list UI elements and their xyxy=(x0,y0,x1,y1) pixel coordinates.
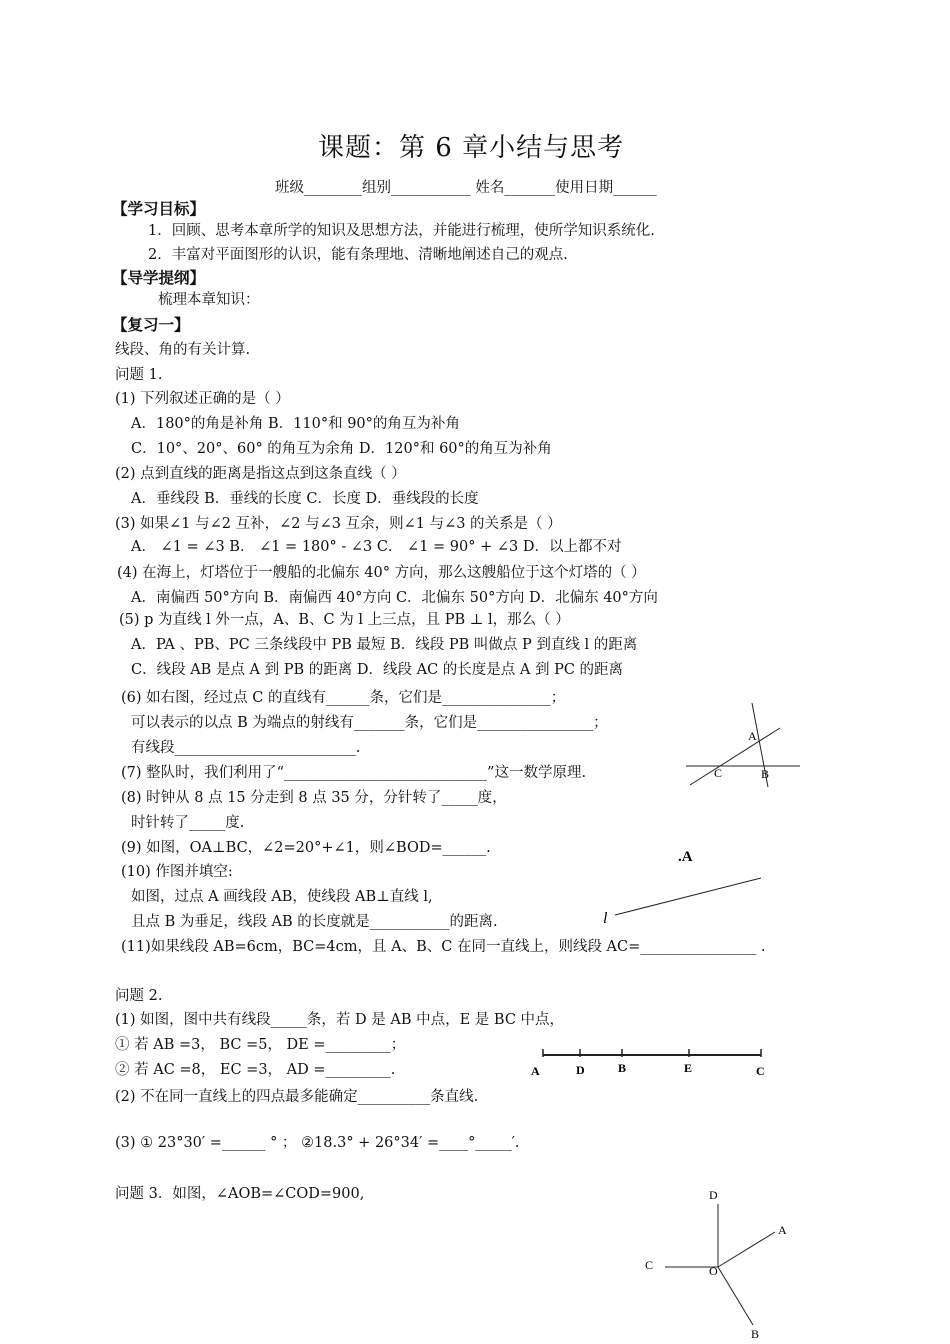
figure-label-l: l xyxy=(603,910,608,927)
review1-topic: 线段、角的有关计算. xyxy=(115,342,251,358)
p1-question-2: (2) 点到直线的距离是指这点到这条直线（ ） xyxy=(115,466,406,482)
p1-question-1: (1) 下列叙述正确的是（ ） xyxy=(115,391,290,407)
p1-question-11: (11)如果线段 AB=6cm，BC=4cm，且 A、B、C 在同一直线上，则线段 AC=________________ . xyxy=(121,939,766,955)
ray-oa xyxy=(718,1232,775,1267)
p2-question-1b: ② 若 AC =8， EC =3， AD =_________. xyxy=(115,1062,396,1078)
angle-label-o: O xyxy=(709,1264,718,1278)
figure-angles xyxy=(635,1185,800,1340)
p1-q3-options: A． ∠1 = ∠3 B． ∠1 = 180° - ∠3 C． ∠1 = 90° + ∠3 D．以上都不对 xyxy=(131,539,622,555)
p1-q1-options-cd: C．10°、20°、60° 的角互为余角 D．120°和 60°的角互为补角 xyxy=(131,441,552,457)
goals-heading: 【学习目标】 xyxy=(112,200,206,218)
p1-q5-options-cd: C．线段 AB 是点 A 到 PB 的距离 D．线段 AC 的长度是点 A 到 PC 的距离 xyxy=(131,662,624,678)
segment-label-a: A xyxy=(531,1064,540,1078)
p1-question-6b: 可以表示的以点 B 为端点的射线有_______条，它们是________________； xyxy=(131,715,608,731)
p1-q5-options-ab: A．PA 、PB、PC 三条线段中 PB 最短 B．线段 PB 叫做点 P 到直线 l 的距离 xyxy=(131,637,638,653)
segment-label-b: B xyxy=(618,1061,627,1075)
p1-question-5: (5) p 为直线 l 外一点，A、B、C 为 l 上三点，且 PB ⊥ l，那么（ ） xyxy=(119,612,570,628)
page-title: 课题：第 6 章小结与思考 xyxy=(318,133,625,163)
angle-label-b: B xyxy=(751,1327,760,1340)
figure-lines-abc xyxy=(680,695,810,790)
outline-heading: 【导学提纲】 xyxy=(112,269,206,287)
figure-point-line xyxy=(595,845,795,930)
p2-question-1a: ① 若 AB =3， BC =5， DE =_________； xyxy=(115,1037,406,1053)
p1-q2-options: A．垂线段 B．垂线的长度 C．长度 D．垂线段的长度 xyxy=(131,491,479,507)
figure-label-c: C xyxy=(714,766,723,780)
p1-question-6a: (6) 如右图，经过点 C 的直线有______条，它们是_______________； xyxy=(121,690,566,706)
figure-point-a: .A xyxy=(678,849,693,865)
p1-question-10a: 如图，过点 A 画线段 AB，使线段 AB⊥直线 l, xyxy=(131,889,433,905)
p2-question-2: (2) 不在同一直线上的四点最多能确定__________条直线. xyxy=(115,1089,479,1105)
problem3-label: 问题 3．如图，∠AOB=∠COD=900, xyxy=(115,1186,365,1202)
figure-segment xyxy=(525,1043,775,1083)
p1-q1-options-ab: A．180°的角是补角 B．110°和 90°的角互为补角 xyxy=(131,416,460,432)
ray-ob xyxy=(718,1267,753,1325)
goal-2: 2．丰富对平面图形的认识，能有条理地、清晰地阐述自己的观点. xyxy=(148,247,568,263)
goal-1: 1．回顾、思考本章所学的知识及思想方法，并能进行梳理，使所学知识系统化. xyxy=(148,223,655,239)
p1-question-8b: 时针转了_____度. xyxy=(131,815,245,831)
p1-question-9: (9) 如图，OA⊥BC，∠2=20°+∠1，则∠BOD=______. xyxy=(121,840,491,856)
p1-question-7: (7) 整队时，我们利用了“____________________________”这一数学原理. xyxy=(121,765,587,781)
p2-question-1: (1) 如图，图中共有线段_____条，若 D 是 AB 中点，E 是 BC 中点， xyxy=(115,1012,565,1028)
segment-label-e: E xyxy=(684,1061,693,1075)
p1-q4-options: A．南偏西 50°方向 B．南偏西 40°方向 C．北偏东 50°方向 D．北偏东 40°方向 xyxy=(131,590,658,606)
angle-label-d: D xyxy=(709,1188,718,1202)
p1-question-8a: (8) 时钟从 8 点 15 分走到 8 点 35 分，分针转了_____度， xyxy=(121,790,507,806)
review1-heading: 【复习一】 xyxy=(112,316,190,334)
angle-label-a: A xyxy=(778,1223,787,1237)
p1-question-10: (10) 作图并填空: xyxy=(121,864,233,880)
figure-label-b: B xyxy=(761,767,770,781)
p1-question-6c: 有线段_________________________. xyxy=(131,740,361,756)
student-info-line: 班级________组别___________ 姓名_______使用日期______ xyxy=(275,180,657,196)
p1-question-10b: 且点 B 为垂足，线段 AB 的长度就是___________的距离. xyxy=(131,914,498,930)
problem1-label: 问题 1. xyxy=(115,367,163,383)
problem2-label: 问题 2. xyxy=(115,988,163,1004)
segment-label-d: D xyxy=(576,1063,585,1077)
figure-line-l xyxy=(615,878,761,915)
p1-question-3: (3) 如果∠1 与∠2 互补，∠2 与∠3 互余，则∠1 与∠3 的关系是（ ） xyxy=(115,516,562,532)
outline-text: 梳理本章知识： xyxy=(158,292,260,308)
p1-question-4: (4) 在海上，灯塔位于一艘船的北偏东 40° 方向，那么这艘船位于这个灯塔的（ ） xyxy=(117,565,646,581)
figure-label-a: A xyxy=(748,729,757,743)
angle-label-c: C xyxy=(645,1258,654,1272)
p2-question-3: (3) ① 23°30′ =______ ° ； ②18.3° + 26°34′ =____°_____′. xyxy=(115,1135,520,1151)
segment-label-c: C xyxy=(756,1064,765,1078)
